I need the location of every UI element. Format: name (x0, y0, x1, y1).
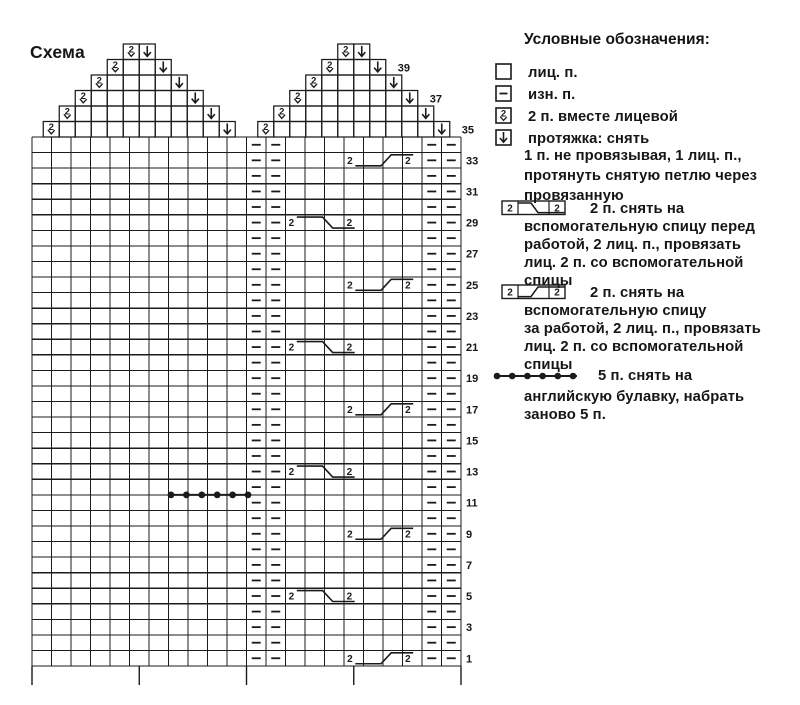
svg-text:2: 2 (327, 59, 333, 71)
peak-cell (171, 106, 187, 122)
peak-cell (187, 122, 203, 138)
legend-item-line: спицы (524, 273, 573, 289)
peak-cell (306, 122, 322, 138)
legend-item-line: лиц. 2 п. со вспомогательной (524, 339, 744, 355)
row-label: 33 (466, 155, 479, 168)
peak-cell (418, 122, 434, 138)
cable-count-right: 2 (346, 218, 353, 230)
peak-cell (91, 122, 107, 138)
cable-count-right: 2 (346, 467, 353, 479)
row-label: 39 (397, 62, 410, 75)
peak-cell (370, 106, 386, 122)
peak-cell (370, 122, 386, 138)
legend-item-line: спицы (524, 357, 573, 373)
svg-text:2: 2 (112, 59, 118, 71)
peak-cell (322, 75, 338, 91)
svg-text:2: 2 (48, 121, 54, 133)
peak-cell (171, 91, 187, 107)
legend-item-line: вспомогательную спицу (524, 303, 707, 319)
peak-cell (107, 122, 123, 138)
legend-item-line: протянуть снятую петлю через (524, 168, 758, 184)
legend-item-label: 5 п. снять на (598, 368, 693, 384)
peak-cell (322, 106, 338, 122)
svg-text:2: 2 (311, 75, 317, 87)
cable-count-left: 2 (347, 155, 353, 167)
row-label: 31 (466, 186, 479, 199)
legend-item-label: 2 п. снять на (590, 285, 685, 301)
pin-dot (229, 491, 236, 498)
peak-cell (107, 91, 123, 107)
svg-text:2: 2 (64, 106, 70, 118)
row-label: 1 (466, 653, 473, 666)
row-label: 21 (466, 342, 479, 355)
cable-front-icon (501, 199, 567, 216)
row-label: 23 (466, 310, 479, 323)
svg-text:2: 2 (128, 44, 134, 56)
peak-cell (123, 75, 139, 91)
peak-cell (59, 122, 75, 138)
peak-cell (402, 106, 418, 122)
cable-count-right: 2 (405, 404, 411, 416)
row-label: 3 (466, 622, 473, 635)
cable-count-left: 2 (288, 467, 295, 479)
row-label: 7 (466, 559, 473, 572)
peak-cell (91, 91, 107, 107)
pin-dot (198, 491, 205, 498)
row-label: 17 (466, 404, 479, 417)
peak-cell (139, 60, 155, 76)
peak-cell (354, 75, 370, 91)
peak-cell (107, 106, 123, 122)
left-peak (43, 44, 235, 137)
svg-text:2: 2 (263, 121, 269, 133)
peak-cell (75, 106, 91, 122)
cable-count-left: 2 (347, 653, 353, 665)
cable-count-right: 2 (346, 342, 353, 354)
peak-cell (155, 106, 171, 122)
peak-cell (139, 122, 155, 138)
peak-cell (123, 91, 139, 107)
peak-cell (123, 60, 139, 76)
legend-item-line: за работой, 2 лиц. п., провязать (524, 321, 761, 337)
legend-item-line: работой, 2 лиц. п., провязать (524, 237, 742, 253)
row-label: 13 (466, 466, 479, 479)
peak-cell (386, 106, 402, 122)
cable-count-left: 2 (347, 529, 353, 541)
peak-cell (322, 122, 338, 138)
peak-cell (155, 75, 171, 91)
cable-back-icon (501, 283, 567, 300)
peak-cell (155, 91, 171, 107)
legend-item-label: 2 п. вместе лицевой (528, 109, 678, 125)
legend-item-label: лиц. п. (528, 65, 578, 81)
peak-cell (354, 122, 370, 138)
cable-count-right: 2 (405, 155, 411, 167)
legend-title: Условные обозначения: (524, 31, 710, 48)
cable-count-left: 2 (347, 280, 353, 292)
svg-text:2: 2 (554, 287, 560, 299)
row-label: 35 (461, 124, 474, 137)
pin-dot (168, 491, 175, 498)
svg-text:2: 2 (279, 106, 285, 118)
cable-count-left: 2 (288, 342, 295, 354)
cable-count-right: 2 (346, 591, 353, 603)
pin-marker (168, 491, 252, 498)
row-label: 29 (466, 217, 479, 230)
peak-cell (155, 122, 171, 138)
peak-cell (171, 122, 187, 138)
legend-item-line: заново 5 п. (524, 407, 606, 423)
decrease-peaks (43, 44, 450, 137)
peak-cell (338, 91, 354, 107)
legend-item-label: 2 п. снять на (590, 201, 685, 217)
peak-cell (338, 75, 354, 91)
peak-cell (370, 91, 386, 107)
legend-item-label: изн. п. (528, 87, 576, 103)
row-label: 15 (466, 435, 479, 448)
row-label: 37 (429, 93, 442, 106)
peak-cell (370, 75, 386, 91)
pin-dot (245, 491, 252, 498)
peak-cell (290, 106, 306, 122)
peak-cell (402, 122, 418, 138)
legend-item-line: вспомогательную спицу перед (524, 219, 756, 235)
peak-cell (139, 75, 155, 91)
svg-text:2: 2 (507, 287, 513, 299)
row-label: 25 (466, 279, 479, 292)
row-label: 9 (466, 528, 473, 541)
cable-count-right: 2 (405, 653, 411, 665)
row-label: 19 (466, 373, 479, 386)
peak-cell (203, 122, 219, 138)
legend-item-line: английскую булавку, набрать (524, 389, 745, 405)
row-label: 5 (466, 591, 473, 604)
cable-count-right: 2 (405, 280, 411, 292)
svg-text:2: 2 (507, 203, 513, 215)
peak-cell (187, 106, 203, 122)
svg-text:2: 2 (96, 75, 102, 87)
legend-item-label: протяжка: снять (528, 131, 650, 147)
peak-cell (338, 106, 354, 122)
peak-cell (338, 60, 354, 76)
row-label: 27 (466, 248, 479, 261)
peak-cell (354, 91, 370, 107)
svg-text:2: 2 (500, 108, 507, 120)
svg-text:2: 2 (80, 90, 86, 102)
row-label: 11 (466, 497, 478, 510)
peak-cell (139, 91, 155, 107)
right-peak (258, 44, 450, 137)
peak-cell (354, 106, 370, 122)
legend-item-line: лиц. 2 п. со вспомогательной (524, 255, 744, 271)
svg-text:2: 2 (295, 90, 301, 102)
cable-count-left: 2 (288, 218, 295, 230)
legend-item-line: провязанную (524, 188, 624, 204)
pin-line-icon (492, 370, 582, 382)
peak-cell (91, 106, 107, 122)
cable-count-left: 2 (347, 404, 353, 416)
peak-cell (274, 122, 290, 138)
pin-dot (214, 491, 221, 498)
peak-cell (386, 91, 402, 107)
cable-count-right: 2 (405, 529, 411, 541)
peak-cell (290, 122, 306, 138)
peak-cell (123, 106, 139, 122)
cable-count-left: 2 (288, 591, 295, 603)
peak-cell (338, 122, 354, 138)
needle-section-ticks (32, 666, 461, 685)
peak-cell (75, 122, 91, 138)
peak-cell (123, 122, 139, 138)
peak-cell (322, 91, 338, 107)
peak-cell (306, 91, 322, 107)
svg-text:2: 2 (554, 203, 560, 215)
peak-cell (386, 122, 402, 138)
svg-text:2: 2 (343, 44, 349, 56)
pin-dot (183, 491, 190, 498)
peak-cell (139, 106, 155, 122)
peak-cell (107, 75, 123, 91)
legend-item-line: 1 п. не провязывая, 1 лиц. п., (524, 148, 742, 164)
grid-lines (32, 137, 461, 666)
chart-title: Схема (30, 42, 85, 62)
peak-cell (306, 106, 322, 122)
peak-cell (354, 60, 370, 76)
